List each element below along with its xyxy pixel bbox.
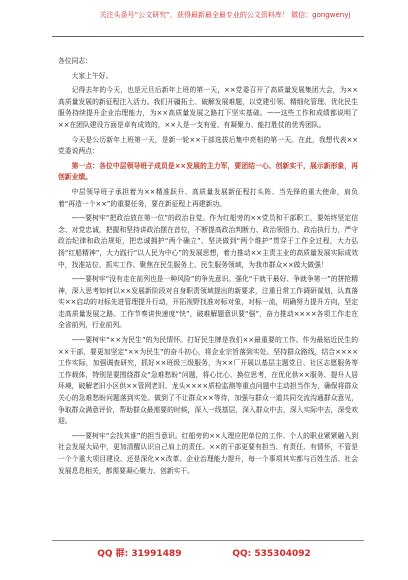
paragraph: 第一点：各位中层领导班子成员是××发展的主力军，要团结一心、创新实干，展示新形象，再创新业绩。 bbox=[58, 161, 358, 182]
paragraph: ——要树牢“会找其谁”的担当意识。红船旁的××人理应把单位的工作、个人的职业紧紧融入到社会发展大局中，更加清醒认识自己肩上的责任。××的干部更要有担当、有责任、有情怀，不管是一个个重大项目建设、还是深化××改革、企业治理能力提升，每一个事项其实都与百姓生活、社会发展息息相关，都需要凝心聚力、创新实干。 bbox=[58, 431, 358, 475]
paragraph: ——要树牢“没有走在前列也是一种风险”的争先意识。强化“干就干最好、争就争第一”的拼抢精神，深入思考如何以××发展新阶段对自身职责领域提出的新要求，注重日常工作调研谋划，认真落实××启动的对标先进管理提升行动，开拓视野找准对标对象，对标一流，明确努力提升方向，坚定走高质量发展之路。工作节奏讲快速度“快”，破难解题意识要“强”，奋力推动××××各项工作走在全省前列，行业前列。 bbox=[58, 275, 358, 330]
header-rule bbox=[52, 36, 364, 37]
footer-qq-group: QQ 群: 31991489 bbox=[97, 549, 182, 559]
greeting: 各位同志： bbox=[58, 57, 92, 65]
footer bbox=[0, 546, 408, 559]
paragraph: 今天是公历新年上班第一天，是新一轮××干部选拔后集中亮相的第一天。在此，我想代表××党委说两点： bbox=[58, 135, 358, 156]
paragraph: 记得去年的今天，也是元旦后新年上班的第一天，××党委召开了高质量发展集团大会，为××高质量发展的新征程注入活力。我们开疆拓土、破解发展难题，以党建引领、精细化管理、优化民生服务持续提升企业治理能力，为××高质量发展之路打下坚实基础。——这些工作和成绩都说明了××在团队建设方面是卓有成效的，××人是一支有爱、有凝聚力、能打胜仗的优秀团队。 bbox=[58, 86, 358, 129]
greeting-line-2: 大家上午好。 bbox=[71, 71, 113, 80]
footer-rule bbox=[52, 540, 364, 541]
header-banner: 关注头条号“公文研究”，获得最新最全最专业的公文资料库！ 微信：gongwenyj bbox=[99, 11, 351, 19]
footer-qq: QQ: 535304092 bbox=[232, 549, 311, 559]
paragraph: ——要树牢“把政治放在第一位”的政治自觉。作为红船旁的××党员和干部职工，要始终坚定信念、对党忠诚，把握和坚持讲政治摆在首位，不断提高政治判断力、政治领悟力、政治执行力，严守政治纪律和政治规矩，把忠诚拥护“两个确立”、坚决做到“两个维护”贯穿于工作全过程，大力弘扬“红船精神”，大力践行“以人民为中心”的发展思想，着力推动××主责主业的高质量发展实际成效中，找准站位、抓实工作、聚焦在民生服务上、民生服务领域，为我市群众××做大做强！ bbox=[58, 214, 358, 269]
paragraph-list bbox=[58, 85, 358, 477]
paragraph: 中层领导班子承担着为××精准跃升、高质量发展新征程打头阵、当先锋的重大使命，肩负着“再造一个××”的重要任务，要在新征程上再建新功。 bbox=[58, 187, 358, 208]
paragraph: ——要树牢“××为民生”的为民情怀。打好民生牌是我们××最重要的工作。作为最贴近民生的××干部，要更加坚定“××为民生”的奋斗初心，将企业宗旨落到实处。坚持群众路线，结合××××工作实际，加强调查研究，抓好××班级三级服务，为××厂开展以基层主题党日、社区志愿服务等工作载体，特别是要围绕群众“急难愁盼”问题，将心比心、换位思考，在优化供××服务、提升人居环境，破解老旧小区供××管网老旧、龙头××××质检监测等重点问题中主动担当作为，确保将群众关心的急难愁盼问题落到实处。做到了不让群众××等待，加强与群众一道共同交流沟通群众意见，争取群众满意评价，帮助群众最需要的时候，深入一线基层，深入群众中去，深入实际中去，深受欢迎。 bbox=[58, 336, 358, 426]
document-body bbox=[58, 56, 358, 480]
